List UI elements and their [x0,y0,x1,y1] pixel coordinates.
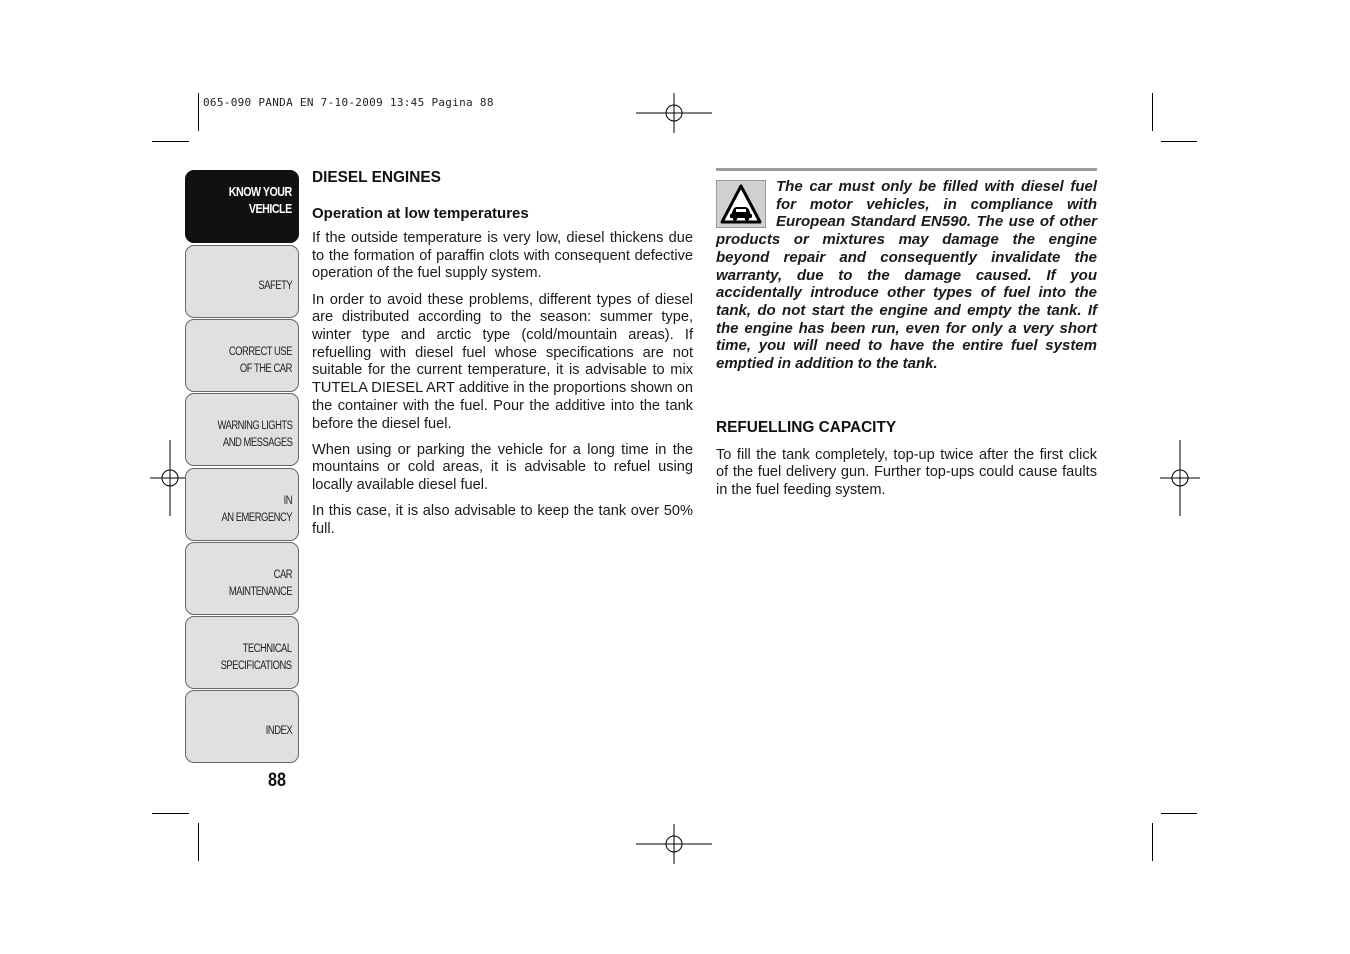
crop-mark [152,141,189,142]
print-header: 065-090 PANDA EN 7-10-2009 13:45 Pagina 88 [203,96,494,109]
section-heading-refuelling-capacity: REFUELLING CAPACITY [716,418,897,436]
tab-index[interactable]: INDEX [185,690,299,763]
crop-mark [1152,93,1153,131]
tab-technical-specifications[interactable]: TECHNICAL SPECIFICATIONS [185,616,299,689]
crop-mark [152,813,189,814]
warning-triangle-car-icon [716,180,766,228]
subheading-low-temperatures: Operation at low temperatures [312,205,529,222]
paragraph: If the outside temperature is very low, diesel thickens due to the formation of paraffin clots with consequent defective operation of the fuel supply system. [312,230,693,282]
tab-car-maintenance[interactable]: CAR MAINTENANCE [185,542,299,615]
warning-top-rule [716,168,1097,171]
registration-mark-icon [636,93,712,133]
paragraph: In this case, it is also advisable to keep the tank over 50% full. [312,503,693,538]
paragraph: In order to avoid these problems, different types of diesel are distributed according to the season: summer type, winter type and arctic type (cold/mountain areas). If refuelling with diesel fuel whose specifications are not suitable for the current temperature, it is advisable to mix TUTELA DIESEL ART additive in the proportions shown on the container with the fuel. Pour the additive into the tank before the diesel fuel. [312,291,693,432]
registration-mark-icon [636,824,712,864]
paragraph: When using or parking the vehicle for a long time in the mountains or cold areas, it is advisable to refuel using locally available diesel fuel. [312,441,693,494]
tab-know-your-vehicle[interactable]: KNOW YOUR VEHICLE [185,170,299,243]
registration-mark-icon [1160,440,1200,516]
crop-mark [198,93,199,131]
left-column [312,168,693,539]
crop-mark [1152,823,1153,861]
crop-mark [1161,141,1197,142]
warning-text: The car must only be filled with diesel fuel for motor vehicles, in compliance with European Standard EN590. The use of other products or mixtures may damage the engine beyond repair and consequently invalidate the warranty, due to the damage caused. If you accidentally introduce other types of fuel into the tank, do not start the engine and empty the tank. If the engine has been run, even for only a very short time, you will need to have the entire fuel system emptied in addition to the tank. [716,178,1097,373]
warning-box [716,178,1097,373]
tab-correct-use[interactable]: CORRECT USE OF THE CAR [185,319,299,392]
tab-safety[interactable]: SAFETY [185,245,299,318]
section-heading-diesel-engines: DIESEL ENGINES [312,169,441,186]
paragraph: To fill the tank completely, top-up twice after the first click of the fuel delivery gun. Further top-ups could cause faults in the fuel feeding system. [716,446,1097,499]
crop-mark [1161,813,1197,814]
registration-mark-icon [150,440,190,516]
page-number: 88 [268,770,286,791]
tab-warning-lights[interactable]: WARNING LIGHTS AND MESSAGES [185,393,299,466]
tab-emergency[interactable]: IN AN EMERGENCY [185,468,299,541]
right-column [716,168,1097,500]
crop-mark [198,823,199,861]
